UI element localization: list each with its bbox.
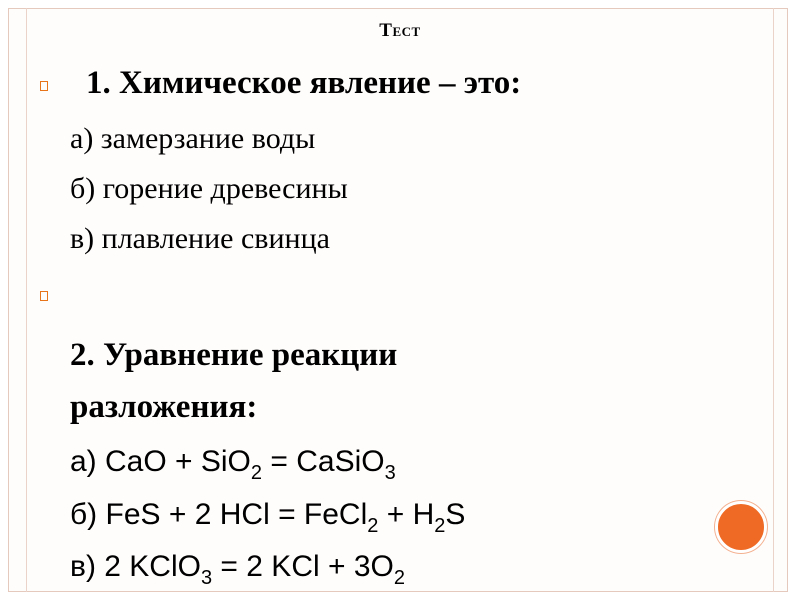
frame-line-right: [773, 8, 774, 592]
formula-text: а) CaO + SiO: [70, 445, 251, 478]
formula-text: = CaSiO: [262, 445, 385, 478]
bullet-icon: [40, 289, 48, 305]
answer-1c: в) плавление свинца: [70, 222, 330, 255]
formula-text: + H: [378, 498, 435, 531]
subscript: 2: [250, 462, 263, 484]
subscript: 3: [384, 462, 396, 484]
subscript: 2: [393, 567, 405, 589]
answer-2c: [70, 550, 405, 589]
formula-text: в) 2 KClO: [70, 550, 201, 583]
decorative-circle: [715, 501, 767, 553]
subscript: 3: [200, 567, 213, 589]
subscript: 2: [434, 515, 446, 537]
answer-2a: [70, 445, 396, 484]
slide-title: Тест: [379, 20, 421, 41]
answer-1b: б) горение древесины: [70, 172, 348, 205]
subscript: 2: [367, 515, 379, 537]
frame-line-left: [26, 8, 27, 592]
formula-text: S: [445, 498, 466, 531]
question-2-line2: разложения:: [70, 389, 258, 425]
answer-1a: а) замерзание воды: [70, 122, 316, 155]
formula-text: = 2 KCl + 3O: [212, 550, 394, 583]
bullet-icon: [40, 79, 48, 95]
question-2-line1: 2. Уравнение реакции: [70, 337, 398, 373]
answer-2b: [70, 498, 466, 537]
formula-text: б) FeS + 2 HCl = FeCl: [70, 498, 368, 531]
question-1-text: 1. Химическое явление – это:: [86, 65, 522, 101]
